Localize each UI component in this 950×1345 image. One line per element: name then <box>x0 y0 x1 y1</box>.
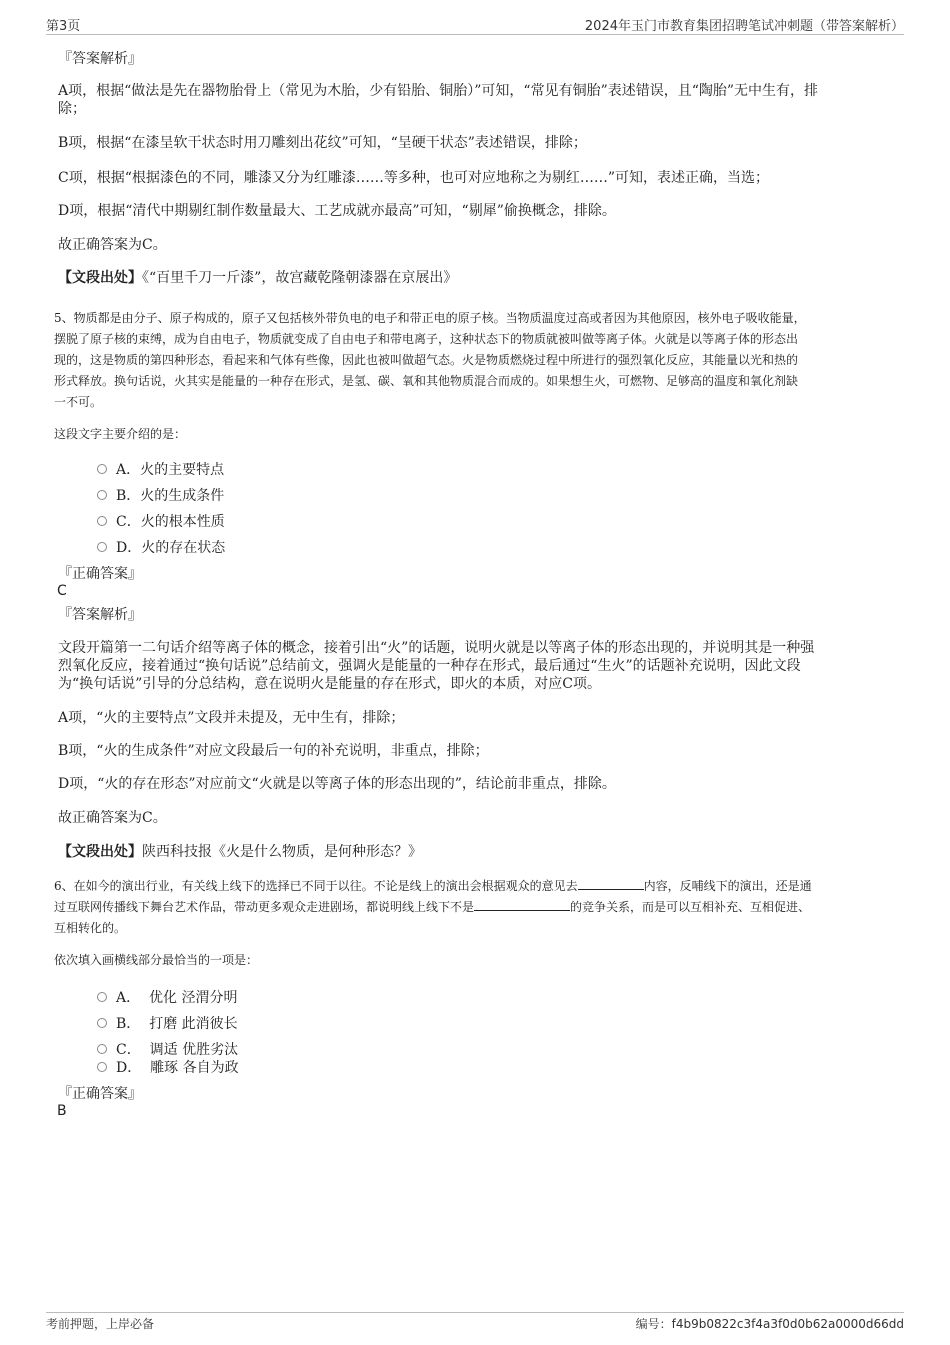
q5-passage-line: 一不可。 <box>54 395 103 409</box>
q6-correct-label: 『正确答案』 <box>58 1086 142 1102</box>
fill-blank-1 <box>578 877 644 890</box>
q5-passage-line: 现的，这是物质的第四种形态，看起来和气体有些像，因此也被叫做超气态。火是物质燃烧过程中所进行的强烈氧化反应，其能量以光和热的 <box>54 353 799 367</box>
q6-correct-answer: B <box>57 1103 67 1119</box>
q5-correct-label: 『正确答案』 <box>58 566 142 582</box>
q6-passage-line: 过互联网传播线下舞台艺术作品，带动更多观众走进剧场，都说明线上线下不是 的竞争关系，而是可以互相补充、互相促进、 <box>54 900 811 914</box>
prev-analysis-line: B项，根据“在漆呈软干状态时用刀雕刻出花纹”可知，“呈硬干状态”表述错误，排除； <box>58 135 587 151</box>
q5-option-c[interactable]: C．火的根本性质 <box>97 511 225 531</box>
q5-analysis-line: A项，“火的主要特点”文段并未提及，无中生有，排除； <box>58 710 405 726</box>
source-label: 【文段出处】 <box>58 270 142 286</box>
q6-option-a[interactable]: A． 优化 泾渭分明 <box>97 987 237 1007</box>
source-text: 陕西科技报《火是什么物质，是何种形态？》 <box>142 844 422 860</box>
q6-prompt: 依次填入画横线部分最恰当的一项是： <box>54 953 259 967</box>
q5-analysis-line: 为“换句话说”引导的分总结构，意在说明火是能量的存在形式，即火的本质，对应C项。 <box>58 676 602 692</box>
prev-analysis-line: C项，根据“根据漆色的不同，雕漆又分为红雕漆……等多种，也可对应地称之为剔红……”可知，表述正确，当选； <box>58 170 770 186</box>
q5-analysis-conclusion: 故正确答案为C。 <box>58 810 167 826</box>
q5-correct-answer: C <box>57 583 67 599</box>
radio-icon[interactable] <box>97 992 107 1002</box>
q6-option-c[interactable]: C． 调适 优胜劣汰 <box>97 1039 238 1059</box>
page-header <box>46 14 904 35</box>
q5-analysis-line: B项，“火的生成条件”对应文段最后一句的补充说明，非重点，排除； <box>58 743 489 759</box>
footer-slogan: 考前押题，上岸必备 <box>46 1317 155 1331</box>
q5-analysis-line: 烈氧化反应，接着通过“换句话说”总结前文，强调火是能量的一种存在形式，最后通过“生火”的话题补充说明，因此文段 <box>58 658 801 674</box>
prev-analysis-line: A项，根据“做法是先在器物胎骨上（常见为木胎，少有铅胎、铜胎）”可知，“常见有铜胎”表述错误，且“陶胎”无中生有，排 <box>58 83 819 99</box>
q6-option-b[interactable]: B． 打磨 此消彼长 <box>97 1013 238 1033</box>
radio-icon[interactable] <box>97 542 107 552</box>
q5-option-d[interactable]: D．火的存在状态 <box>97 537 225 557</box>
q6-passage-line: 6、在如今的演出行业，有关线上线下的选择已不同于以往。不论是线上的演出会根据观众的意见去 内容，反哺线下的演出，还是通 <box>54 879 812 893</box>
q5-option-b[interactable]: B．火的生成条件 <box>97 485 224 505</box>
q5-analysis-line: 文段开篇第一二句话介绍等离子体的概念，接着引出“火”的话题，说明火就是以等离子体的形态出现的，并说明其是一种强 <box>58 640 815 656</box>
q5-passage-line: 5、物质都是由分子、原子构成的，原子又包括核外带负电的电子和带正电的原子核。当物质温度过高或者因为其他原因，核外电子吸收能量， <box>54 311 806 325</box>
q6-option-d[interactable]: D． 雕琢 各自为政 <box>97 1057 239 1077</box>
q5-prompt: 这段文字主要介绍的是： <box>54 427 187 441</box>
q5-source <box>58 843 422 861</box>
q6-passage-line: 互相转化的。 <box>54 921 127 935</box>
document-id: 编号：f4b9b0822c3f4a3f0d0b62a0000d66dd <box>635 1317 904 1331</box>
q5-option-a[interactable]: A．火的主要特点 <box>97 459 224 479</box>
prev-analysis-label: 『答案解析』 <box>58 51 142 67</box>
radio-icon[interactable] <box>97 1018 107 1028</box>
radio-icon[interactable] <box>97 1062 107 1072</box>
prev-analysis-line: D项，根据“清代中期剔红制作数量最大、工艺成就亦最高”可知，“剔犀”偷换概念，排除。 <box>58 203 616 219</box>
radio-icon[interactable] <box>97 516 107 526</box>
radio-icon[interactable] <box>97 1044 107 1054</box>
source-label: 【文段出处】 <box>58 844 142 860</box>
radio-icon[interactable] <box>97 490 107 500</box>
q5-passage-line: 形式释放。换句话说，火其实是能量的一种存在形式，是氢、碳、氧和其他物质混合而成的。如果想生火，可燃物、足够高的温度和氧化剂缺 <box>54 374 799 388</box>
radio-icon[interactable] <box>97 464 107 474</box>
prev-analysis-conclusion: 故正确答案为C。 <box>58 237 167 253</box>
page-number: 第3页 <box>46 19 81 34</box>
prev-analysis-line: 除； <box>58 101 86 117</box>
q5-analysis-line: D项，“火的存在形态”对应前文“火就是以等离子体的形态出现的”，结论前非重点，排除。 <box>58 776 616 792</box>
page-footer <box>46 1312 904 1333</box>
document-title: 2024年玉门市教育集团招聘笔试冲刺题（带答案解析） <box>584 19 904 34</box>
fill-blank-2 <box>474 898 570 911</box>
q5-analysis-label: 『答案解析』 <box>58 607 142 623</box>
q5-passage-line: 摆脱了原子核的束缚，成为自由电子，物质就变成了自由电子和带电离子，这种状态下的物质就被叫做等离子体。火就是以等离子体的形态出 <box>54 332 799 346</box>
prev-source <box>58 269 457 287</box>
source-text: 《“百里千刀一斤漆”，故宫藏乾隆朝漆器在京展出》 <box>142 270 458 286</box>
